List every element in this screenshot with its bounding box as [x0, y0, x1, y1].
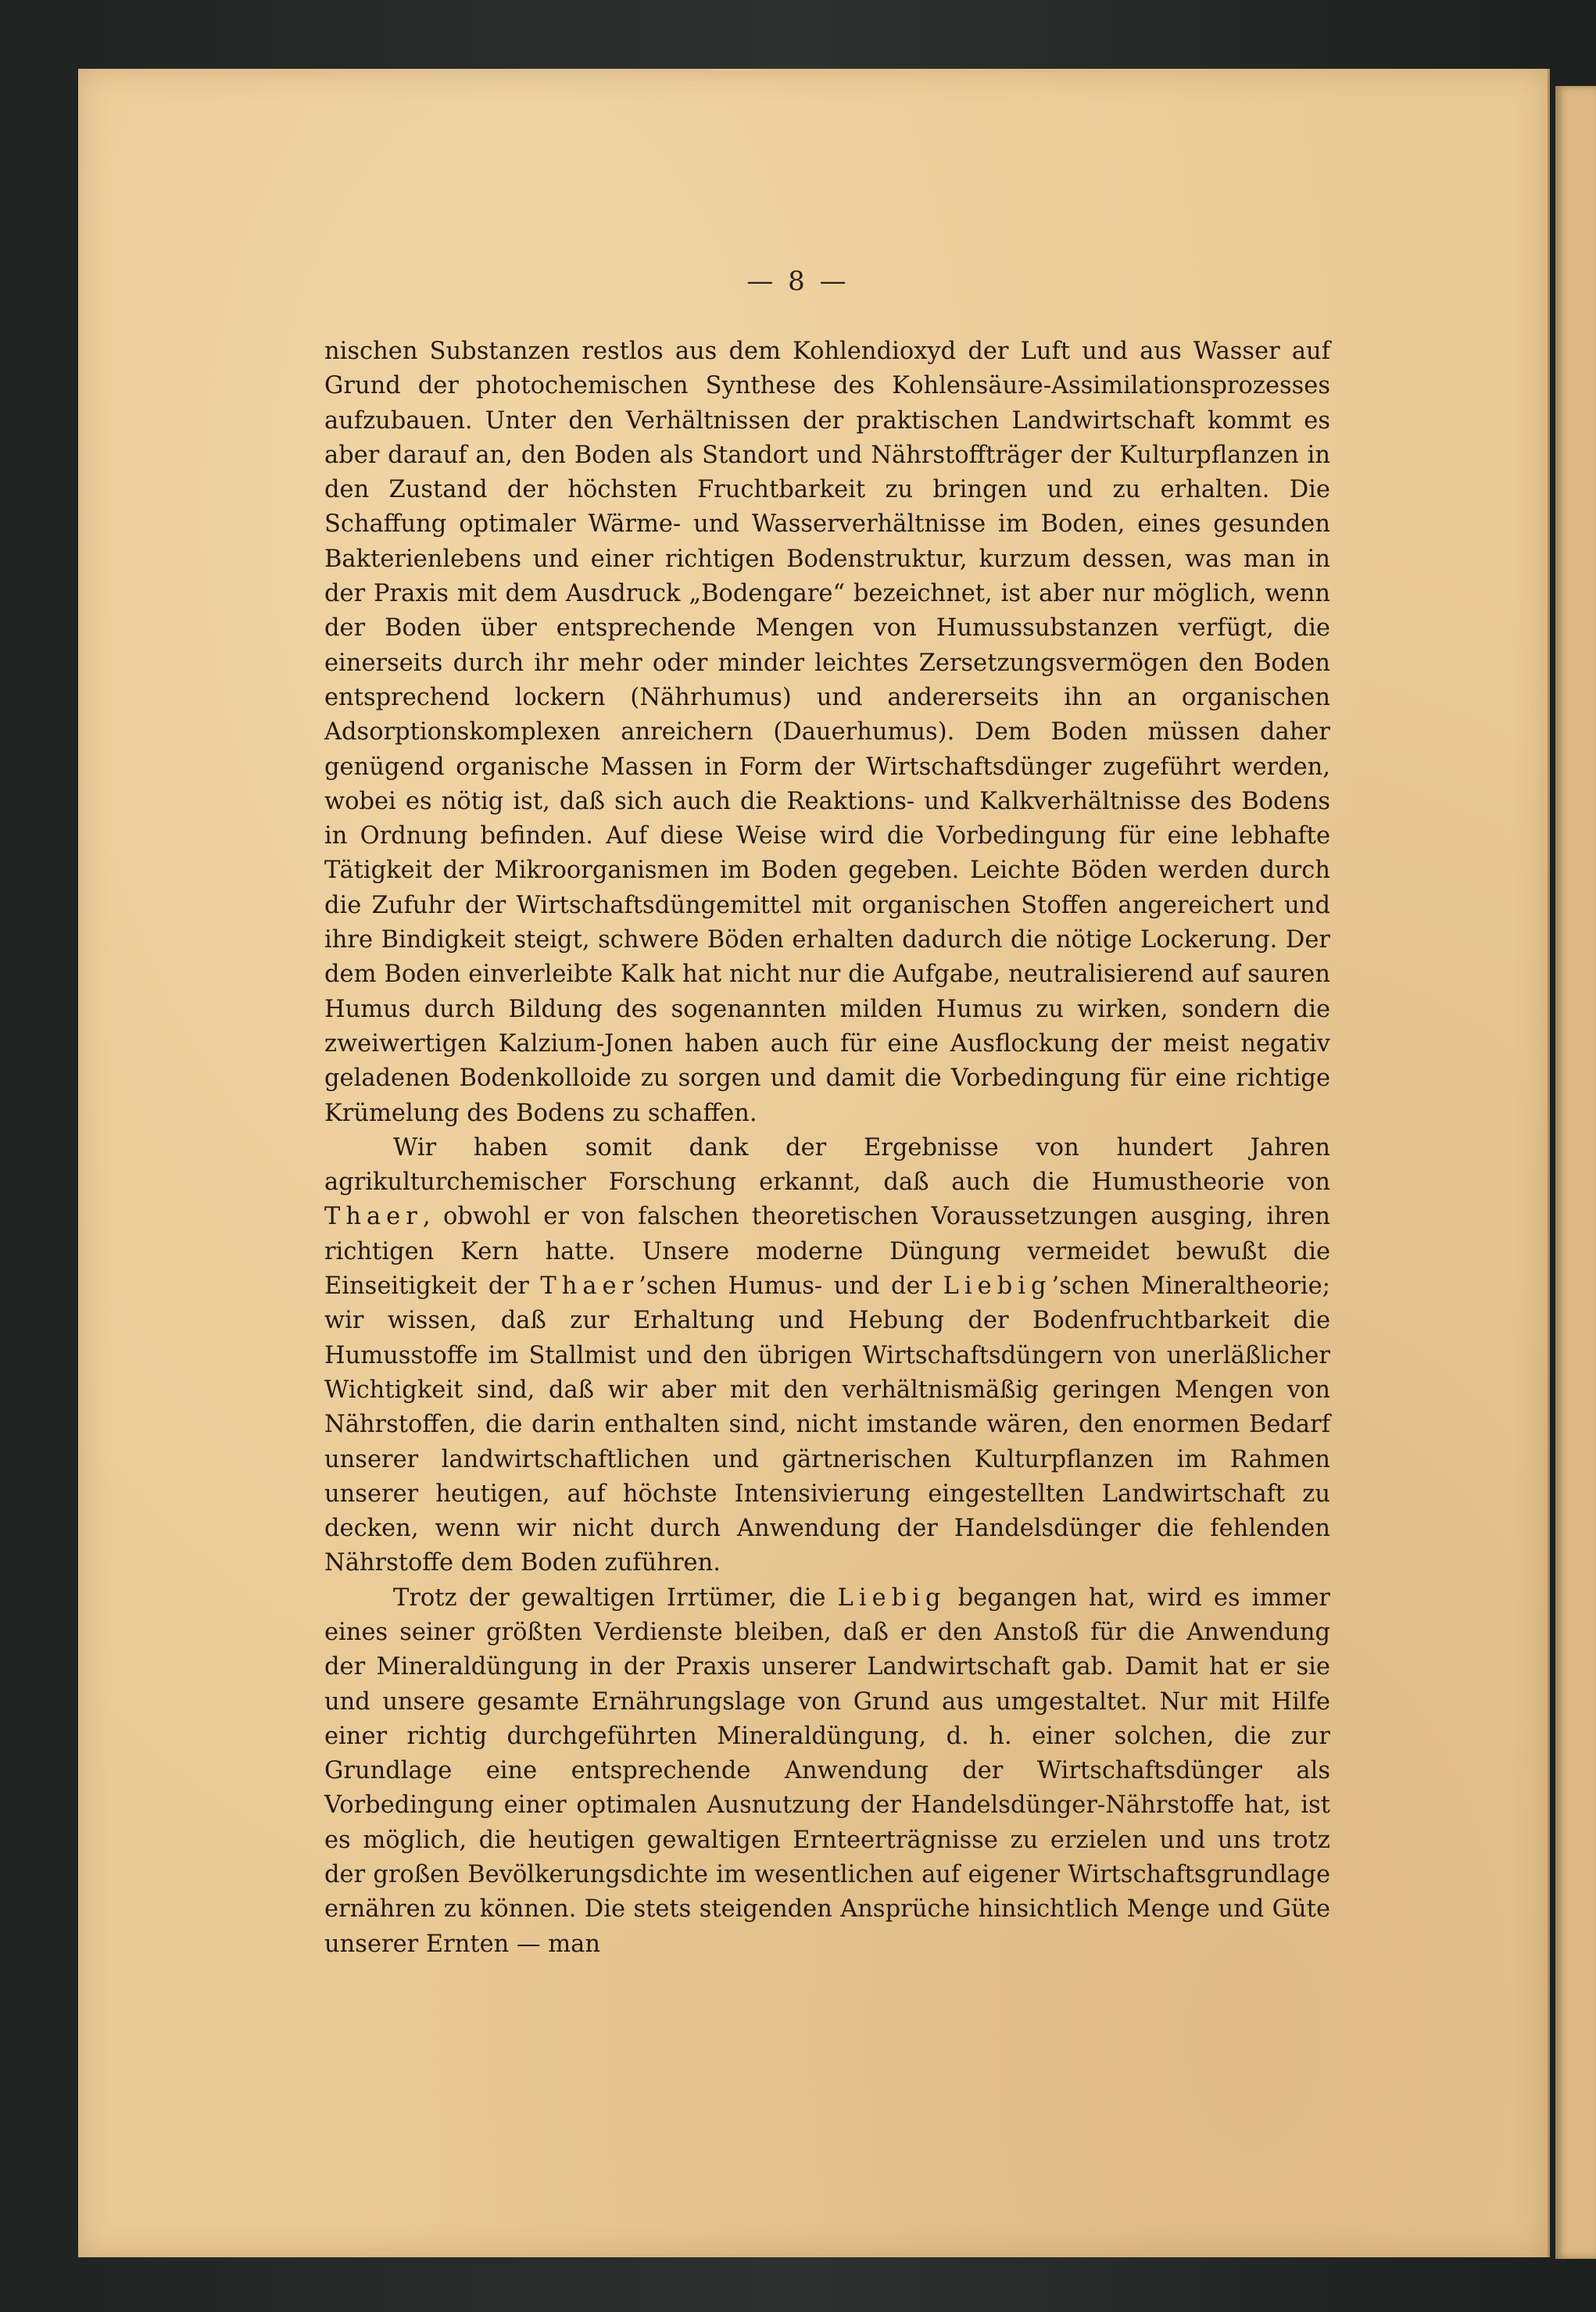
paragraph-2: [324, 1131, 1330, 1581]
author-name-liebig: Liebig: [837, 1584, 947, 1612]
paragraph-3: [324, 1581, 1330, 1962]
paragraph-3-part: begangen hat, wird es immer eines seiner größten Verdienste bleiben, daß er den Anstoß für die Anwendung der Mineraldüngung in der Praxis unserer Landwirtschaft gab. Damit hat er sie und unsere gesamte Ernährungslage von Grund aus umgestaltet. Nur mit Hilfe einer richtig durchgeführten Mineraldüngung, d. h. einer solchen, die zur Grundlage eine entsprechende Anwendung der Wirtschaftsdünger als Vorbedingung einer optimalen Ausnutzung der Handelsdünger-Nährstoffe hat, ist es möglich, die heutigen gewaltigen Ernteerträgnisse zu erzielen und uns trotz der großen Bevölkerungsdichte im wesentlichen auf eigener Wirtschaftsgrundlage ernähren zu können. Die stets steigenden Ansprüche hinsichtlich Menge und Güte unserer Ernten — man: [324, 1584, 1330, 1958]
paragraph-3-part: Trotz der gewaltigen Irrtümer, die: [393, 1584, 838, 1612]
paragraph-2-part: , obwohl er von falschen theoretischen Voraussetzungen ausging, ihren richtigen Kern hatte. Unsere moderne Düngung vermeidet bewußt die Einseitigkeit der: [324, 1203, 1330, 1301]
paragraph-2-part: Wir haben somit dank der Ergebnisse von hundert Jahren agrikulturchemischer Forschung erkannt, daß auch die Humustheorie von: [324, 1133, 1330, 1197]
author-name-liebig: Liebig: [943, 1272, 1052, 1301]
paragraph-1: nischen Substanzen restlos aus dem Kohlendioxyd der Luft und aus Wasser auf Grund der photochemischen Synthese des Kohlensäure-Assimilationsprozesses aufzubauen. Unter den Verhältnissen der praktischen Landwirtschaft kommt es aber darauf an, den Boden als Standort und Nährstoffträger der Kulturpflanzen in den Zustand der höchsten Fruchtbarkeit zu bringen und zu erhalten. Die Schaffung optimaler Wärme- und Wasserverhältnisse im Boden, eines gesunden Bakterienlebens und einer richtigen Bodenstruktur, kurzum dessen, was man in der Praxis mit dem Ausdruck „Bodengare“ bezeichnet, ist aber nur möglich, wenn der Boden über entsprechende Mengen von Humussubstanzen verfügt, die einerseits durch ihr mehr oder minder leichtes Zersetzungsvermögen den Boden entsprechend lockern (Nährhumus) und andererseits ihn an organischen Adsorptionskomplexen anreichern (Dauerhumus). Dem Boden müssen daher genügend organische Massen in Form der Wirtschaftsdünger zugeführt werden, wobei es nötig ist, daß sich auch die Reaktions- und Kalkverhältnisse des Bodens in Ordnung befinden. Auf diese Weise wird die Vorbedingung für eine lebhafte Tätigkeit der Mikroorganismen im Boden gegeben. Leichte Böden werden durch die Zufuhr der Wirtschaftsdüngemittel mit organischen Stoffen angereichert und ihre Bindigkeit steigt, schwere Böden erhalten dadurch die nötige Lockerung. Der dem Boden einverleibte Kalk hat nicht nur die Aufgabe, neutralisierend auf sauren Humus durch Bildung des sogenannten milden Humus zu wirken, sondern die zweiwertigen Kalzium-Jonen haben auch für eine Ausflockung der meist negativ geladenen Bodenkolloide zu sorgen und damit die Vorbedingung für eine richtige Krümelung des Bodens zu schaffen.: [324, 338, 1330, 1127]
author-name-thaer: Thaer: [324, 1203, 423, 1231]
paragraph-2-part: ’schen Humus- und der: [639, 1272, 943, 1301]
author-name-thaer: Thaer: [540, 1272, 639, 1301]
body-text: [324, 335, 1330, 1962]
paragraph-2-part: ’schen Mineraltheorie; wir wissen, daß zur Erhaltung und Hebung der Bodenfruchtbarkeit die Humusstoffe im Stallmist und den übrigen Wirtschaftsdüngern von unerläßlicher Wichtigkeit sind, daß wir aber mit den verhältnismäßig geringen Mengen von Nährstoffen, die darin enthalten sind, nicht imstande wären, den enormen Bedarf unserer landwirtschaftlichen und gärtnerischen Kulturpflanzen im Rahmen unserer heutigen, auf höchste Intensivierung eingestellten Landwirtschaft zu decken, wenn wir nicht durch Anwendung der Handelsdünger die fehlenden Nährstoffe dem Boden zuführen.: [324, 1272, 1330, 1577]
facing-page-edge: [1555, 86, 1596, 2259]
page-number: — 8 —: [746, 266, 850, 297]
